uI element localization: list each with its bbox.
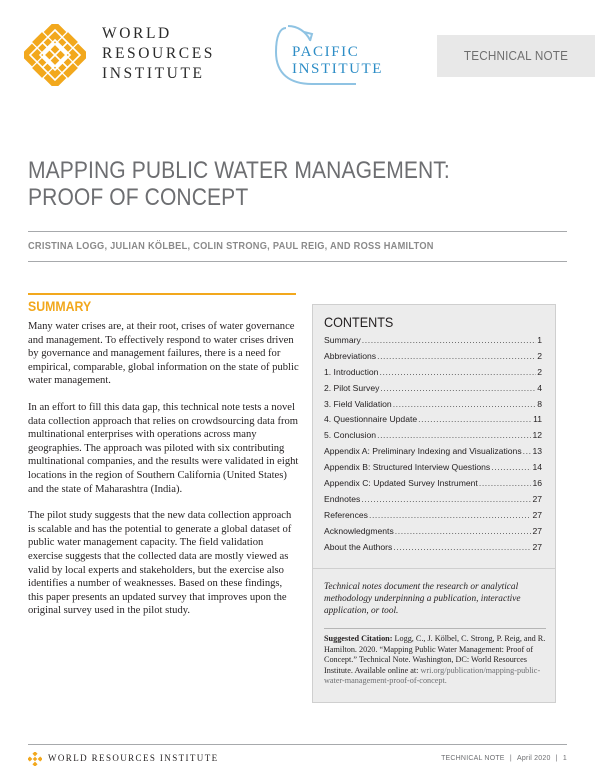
citation-text: Logg, C., J. Kölbel, C. Strong, P. Reig, and R. Hamilton. 2020. “Mapping Public Water Management: Proof of Concept.” Technical Note. Washington, DC: World Resources Institute. Available online at: — [324, 634, 546, 675]
wri-wordmark — [102, 24, 215, 84]
contents-item-label: Abbreviations — [324, 350, 377, 361]
contents-item-page: 4 — [537, 382, 542, 393]
contents-item-label: Appendix B: Structured Interview Questions — [324, 462, 491, 473]
summary-paragraph: In an effort to fill this data gap, this technical note tests a novel data collection approach that relies on crowdsourcing data from multinational enterprises with operations across many geographies. The approach was piloted with six contributing multinational companies, and the results were validated in eight locations in the region of Southern California (United States) and the state of Maharashtra (India). — [28, 401, 299, 495]
footer-page-number: 1 — [562, 755, 567, 762]
contents-list — [324, 335, 542, 557]
contents-item-endnotes[interactable] — [324, 494, 542, 510]
title-line-2: PROOF OF CONCEPT — [28, 184, 249, 211]
footer-divider — [28, 744, 567, 745]
contents-item-questionnaire-update[interactable] — [324, 414, 542, 430]
summary-paragraph: The pilot study suggests that the new data collection approach is scalable and has the potential to generate a global dataset of public water management capacity. The field validation exercise suggests that the collected data are mostly viewed as valid by local experts and stakeholders, but the exercise also identifies a number of weaknesses. Based on these findings, this paper presents an updated survey that improves upon the original survey used in the pilot study. — [28, 510, 292, 617]
footer-doc-type: TECHNICAL NOTE — [441, 755, 505, 762]
contents-item-page: 16 — [532, 478, 542, 489]
pacific-institute-line-1: PACIFIC — [292, 44, 360, 60]
summary-body — [28, 320, 300, 631]
footer-meta — [438, 755, 567, 762]
footer-separator: | — [555, 755, 558, 762]
contents-item-abbreviations[interactable] — [324, 351, 542, 367]
wri-footer-logo-icon — [28, 752, 42, 766]
doc-type-badge — [437, 35, 595, 77]
contents-item-page: 27 — [532, 525, 542, 536]
authors-top-divider — [28, 231, 567, 232]
dot-leader — [523, 446, 532, 456]
contents-item-label: 5. Conclusion — [324, 430, 377, 441]
contents-item-page: 11 — [533, 414, 542, 425]
technical-note-description: Technical notes document the research or analytical methodology underpinning a publication, interactive application, or tool. — [324, 582, 521, 616]
summary-paragraph: Many water crises are, at their root, crises of water governance and management. To effectively respond to water crises driven by governance and management failures, there is a need for empirical, comparable, global information on the state of public water management. — [28, 321, 299, 387]
dot-leader — [491, 462, 531, 472]
footer-separator: | — [509, 755, 512, 762]
dot-leader — [379, 367, 536, 377]
summary-accent-bar — [28, 293, 296, 295]
contents-item-introduction[interactable] — [324, 367, 542, 383]
dot-leader — [393, 399, 537, 409]
wri-wordmark-line-3: INSTITUTE — [102, 65, 205, 82]
contents-item-page: 27 — [532, 493, 542, 504]
page-title — [28, 157, 450, 211]
contents-item-label: About the Authors — [324, 541, 393, 552]
contents-item-label: 4. Questionnaire Update — [324, 414, 418, 425]
contents-item-pilot-survey[interactable] — [324, 383, 542, 399]
contents-item-page: 8 — [537, 398, 542, 409]
dot-leader — [361, 494, 531, 504]
footer-org-name: WORLD RESOURCES INSTITUTE — [48, 753, 219, 763]
summary-heading: SUMMARY — [28, 298, 92, 314]
contents-item-acknowledgments[interactable] — [324, 526, 542, 542]
contents-item-appendix-b[interactable] — [324, 462, 542, 478]
contents-item-label: Acknowledgments — [324, 525, 394, 536]
contents-item-page: 12 — [532, 430, 542, 441]
authors-bottom-divider — [28, 261, 567, 262]
contents-item-page: 13 — [532, 446, 542, 457]
contents-item-label: 3. Field Validation — [324, 398, 392, 409]
wri-wordmark-line-2: RESOURCES — [102, 45, 215, 62]
contents-item-page: 27 — [532, 541, 542, 552]
citation-lead: Suggested Citation: — [324, 634, 393, 643]
dot-leader — [377, 351, 536, 361]
contents-item-label: 1. Introduction — [324, 366, 379, 377]
wri-wordmark-line-1: WORLD — [102, 25, 172, 42]
contents-item-label: Appendix A: Preliminary Indexing and Visualizations — [324, 446, 522, 457]
dot-leader — [380, 383, 536, 393]
contents-item-field-validation[interactable] — [324, 399, 542, 415]
contents-item-page: 27 — [532, 509, 542, 520]
suggested-citation — [324, 634, 546, 687]
dot-leader — [395, 526, 532, 536]
contents-item-page: 2 — [537, 366, 542, 377]
pacific-institute-line-2: INSTITUTE — [292, 61, 384, 77]
contents-item-about-the-authors[interactable] — [324, 542, 542, 558]
dot-leader — [393, 542, 531, 552]
title-line-1: MAPPING PUBLIC WATER MANAGEMENT: — [28, 157, 450, 184]
contents-item-conclusion[interactable] — [324, 430, 542, 446]
footer-date: April 2020 — [517, 755, 551, 762]
contents-item-label: Appendix C: Updated Survey Instrument — [324, 478, 478, 489]
contents-item-page: 1 — [537, 335, 542, 345]
contents-item-references[interactable] — [324, 510, 542, 526]
contents-item-appendix-a[interactable] — [324, 446, 542, 462]
contents-item-label: Summary — [324, 335, 361, 345]
contents-item-label: Endnotes — [324, 493, 361, 504]
dot-leader — [362, 335, 536, 345]
dot-leader — [418, 414, 532, 424]
doc-type-label: TECHNICAL NOTE — [463, 48, 569, 63]
contents-item-page: 14 — [532, 462, 542, 473]
authors-line: CRISTINA LOGG, JULIAN KÖLBEL, COLIN STRONG, PAUL REIG, AND ROSS HAMILTON — [28, 240, 434, 252]
wri-logo — [24, 24, 86, 86]
contents-item-page: 2 — [537, 350, 542, 361]
dot-leader — [369, 510, 531, 520]
pacific-institute-logo — [270, 22, 390, 92]
contents-heading: CONTENTS — [324, 314, 394, 330]
contents-item-appendix-c[interactable] — [324, 478, 542, 494]
citation-divider — [324, 628, 546, 629]
contents-item-label: References — [324, 509, 368, 520]
dot-leader — [479, 478, 532, 488]
citation-url-link[interactable]: wri.org/publication/mapping-public-water-management-proof-of-concept. — [324, 665, 541, 686]
contents-item-summary[interactable] — [324, 335, 542, 351]
contents-item-label: 2. Pilot Survey — [324, 382, 380, 393]
dot-leader — [377, 430, 531, 440]
